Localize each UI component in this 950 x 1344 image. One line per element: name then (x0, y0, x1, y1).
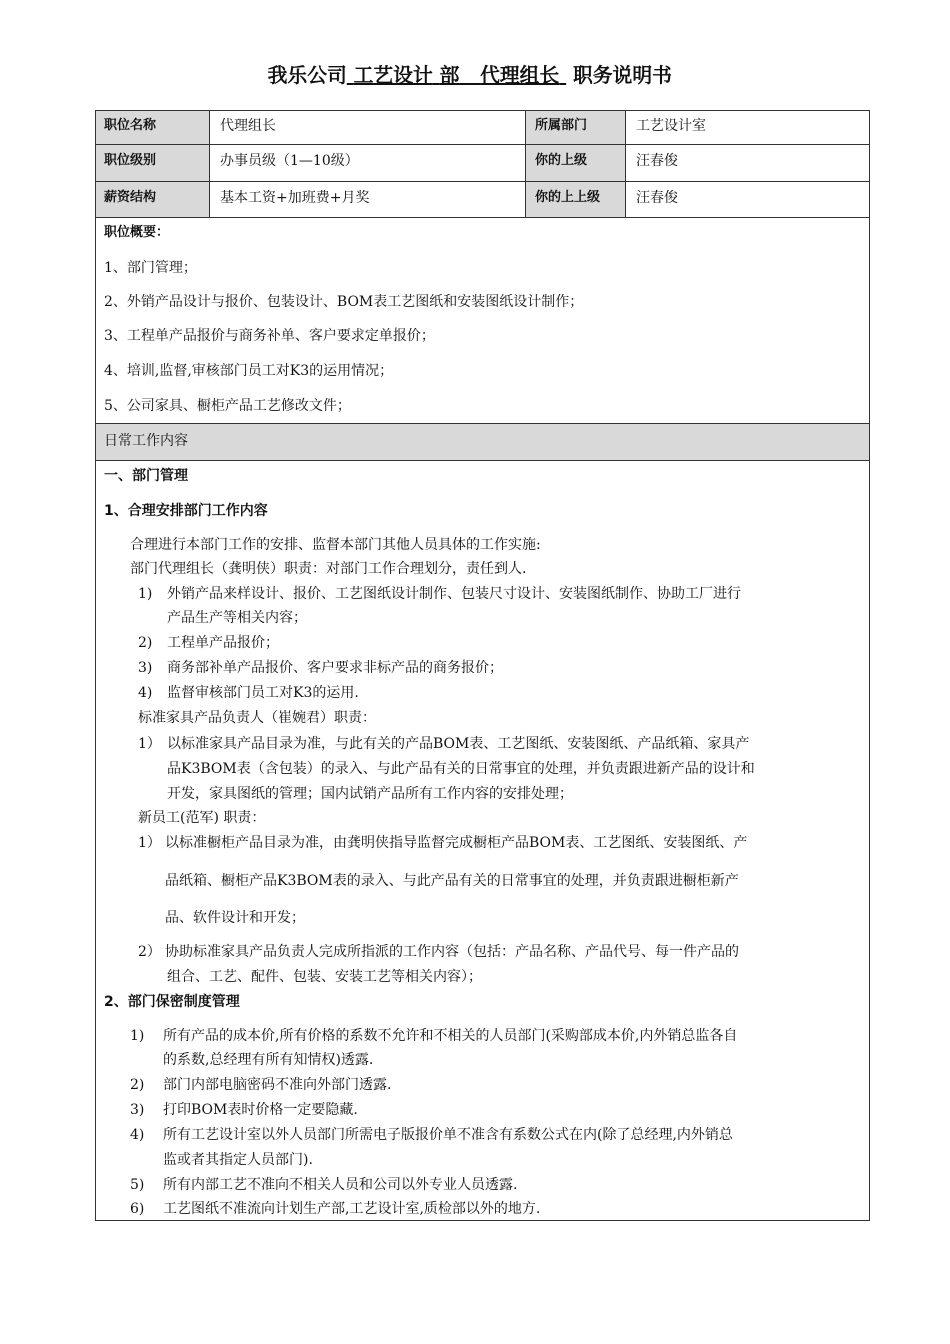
row-divider (95, 144, 870, 145)
value-salary-structure: 基本工资+加班费+月奖 (220, 190, 370, 206)
page-title (0, 60, 940, 90)
new-employee-duty-cont: 组合、工艺、配件、包装、安装工艺等相关内容）； (167, 969, 482, 985)
list-number: 3) (130, 1102, 145, 1118)
daily-work-heading: 日常工作内容 (104, 433, 188, 449)
overview-item: 3、工程单产品报价与商务补单、客户要求定单报价； (104, 328, 435, 344)
list-number: 1) (130, 1028, 145, 1044)
leader-duties-title: 部门代理组长（龚明侠）职责：对部门工作合理划分，责任到人. (130, 561, 527, 577)
secrecy-rule: 所有工艺设计室以外人员部门所需电子版报价单不准含有系数公式在内(除了总经理,内外销总 (163, 1127, 733, 1143)
new-employee-duty: 以标准橱柜产品目录为准，由龚明侠指导监督完成橱柜产品BOM表、工艺图纸、安装图纸、产 (165, 835, 748, 851)
row-divider (95, 460, 870, 461)
title-position: 代理组长 (480, 63, 560, 87)
title-doc: 职务说明书 (573, 63, 672, 87)
standard-owner-duty-cont: 品K3BOM表（含包装）的录入、与此产品有关的日常事宜的处理，并负责跟进新产品的设计和 (167, 761, 755, 777)
new-employee-title: 新员工(范军) 职责： (138, 810, 266, 826)
title-company: 我乐公司 (267, 63, 347, 87)
arrange-work-intro: 合理进行本部门工作的安排、监督本部门其他人员具体的工作实施: (130, 537, 541, 553)
title-dept-suffix: 部 (439, 63, 460, 87)
label-position-name: 职位名称 (104, 118, 157, 133)
secrecy-rule-cont: 的系数,总经理有所有知情权)透露. (163, 1052, 374, 1068)
list-number: 3) (138, 660, 153, 676)
value-second-supervisor: 汪春俊 (636, 190, 678, 206)
list-number: 1） (138, 736, 161, 752)
value-position-level: 办事员级（1—10级） (220, 153, 359, 169)
col-divider (525, 110, 526, 217)
overview-item: 4、培训,监督,审核部门员工对K3的运用情况； (104, 363, 394, 379)
leader-duty-item: 商务部补单产品报价、客户要求非标产品的商务报价； (167, 660, 503, 676)
new-employee-duty: 协助标准家具产品负责人完成所指派的工作内容（包括：产品名称、产品代号、每一件产品的 (165, 944, 739, 960)
leader-duty-item: 外销产品来样设计、报价、工艺图纸设计制作、包装尺寸设计、安装图纸制作、协助工厂进行 (167, 586, 741, 602)
secrecy-rule: 部门内部电脑密码不准向外部门透露. (163, 1077, 392, 1093)
overview-item: 2、外销产品设计与报价、包装设计、BOM表工艺图纸和安装图纸设计制作； (104, 294, 584, 310)
list-number: 6) (130, 1201, 145, 1217)
leader-duty-item: 工程单产品报价； (167, 635, 279, 651)
list-number: 2） (138, 944, 161, 960)
overview-heading: 职位概要： (104, 225, 170, 240)
secrecy-rule: 所有产品的成本价,所有价格的系数不允许和不相关的人员部门(采购部成本价,内外销总监各自 (163, 1028, 738, 1044)
standard-owner-duty-cont: 开发，家具图纸的管理；国内试销产品所有工作内容的安排处理； (167, 786, 573, 802)
row-divider (95, 423, 870, 424)
list-number: 4) (138, 685, 153, 701)
new-employee-duty-cont: 品、软件设计和开发； (165, 910, 305, 926)
leader-duty-item-cont: 产品生产等相关内容； (167, 610, 307, 626)
section-department-management: 一、部门管理 (104, 468, 188, 484)
new-employee-duty-cont: 品纸箱、橱柜产品K3BOM表的录入、与此产品有关的日常事宜的处理，并负责跟进橱柜新产 (165, 873, 739, 889)
label-second-supervisor: 你的上上级 (535, 190, 601, 205)
value-supervisor: 汪春俊 (636, 153, 678, 169)
row-divider (95, 217, 870, 218)
secrecy-rule-cont: 监或者其指定人员部门). (163, 1152, 313, 1168)
title-dept: 工艺设计 (353, 63, 433, 87)
subsection-arrange-work: 1、合理安排部门工作内容 (104, 503, 268, 519)
secrecy-rule: 所有内部工艺不准向不相关人员和公司以外专业人员透露. (163, 1177, 518, 1193)
list-number: 2) (130, 1077, 145, 1093)
secrecy-rule: 打印BOM表时价格一定要隐藏. (163, 1102, 358, 1118)
overview-item: 5、公司家具、橱柜产品工艺修改文件； (104, 398, 351, 414)
list-number: 1） (138, 835, 161, 851)
daily-heading-shade (96, 424, 869, 460)
overview-item: 1、部门管理； (104, 260, 197, 276)
col-divider (209, 110, 210, 217)
label-position-level: 职位级别 (104, 153, 157, 168)
label-department: 所属部门 (535, 118, 588, 133)
value-position-name: 代理组长 (220, 118, 276, 134)
leader-duty-item: 监督审核部门员工对K3的运用. (167, 685, 359, 701)
list-number: 5) (130, 1177, 145, 1193)
list-number: 1) (138, 586, 153, 602)
list-number: 4) (130, 1127, 145, 1143)
value-department: 工艺设计室 (636, 118, 706, 134)
standard-product-owner-title: 标准家具产品负责人（崔婉君）职责： (138, 710, 376, 726)
secrecy-rule: 工艺图纸不准流向计划生产部,工艺设计室,质检部以外的地方. (163, 1201, 541, 1217)
row-divider (95, 181, 870, 182)
label-supervisor: 你的上级 (535, 153, 588, 168)
list-number: 2) (138, 635, 153, 651)
label-salary-structure: 薪资结构 (104, 190, 157, 205)
standard-owner-duty: 以标准家具产品目录为准，与此有关的产品BOM表、工艺图纸、安装图纸、产品纸箱、家具产 (167, 736, 750, 752)
subsection-secrecy-management: 2、部门保密制度管理 (104, 994, 240, 1010)
col-divider (625, 110, 626, 217)
